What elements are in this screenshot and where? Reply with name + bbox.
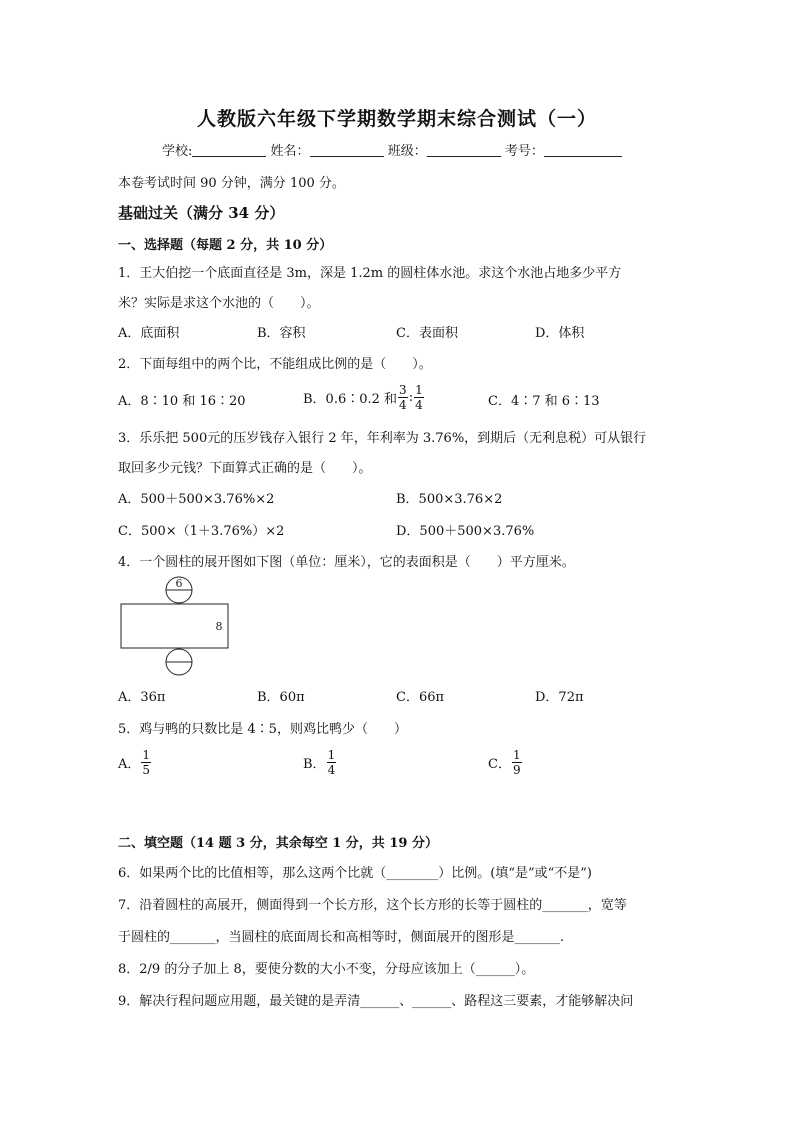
cylinder-net-diagram xyxy=(118,576,230,680)
diameter-label: 6 xyxy=(175,577,183,590)
q5-fraction-c xyxy=(512,749,522,776)
q2-option-b[interactable] xyxy=(303,380,425,414)
q4-option-b[interactable]: B．60π xyxy=(257,690,305,705)
exam-no-blank[interactable] xyxy=(544,144,622,157)
school-blank[interactable] xyxy=(192,144,266,157)
option-prefix: A． xyxy=(118,756,141,772)
q2-stem: 2．下面每组中的两个比，不能组成比例的是（ ）。 xyxy=(118,357,432,372)
q4-option-c[interactable]: C．66π xyxy=(396,690,445,705)
q7-line2: 于圆柱的_______，当圆柱的底面周长和高相等时，侧面展开的图形是_______. xyxy=(118,930,565,945)
fraction-numerator: 1 xyxy=(512,747,521,762)
q2-fraction-1 xyxy=(398,384,408,411)
q9-text: 9．解决行程问题应用题，最关键的是弄清______、______、路程这三要素，才能够解决问 xyxy=(118,994,634,1009)
q5-fraction-a xyxy=(141,749,151,776)
q4-option-a[interactable]: A．36π xyxy=(118,690,166,705)
q1-line2: 米？实际是求这个水池的（ ）。 xyxy=(118,296,320,311)
exam-intro: 本卷考试时间 90 分钟，满分 100 分。 xyxy=(118,176,345,191)
page-title: 人教版六年级下学期数学期末综合测试（一） xyxy=(196,108,597,130)
q5-stem: 5．鸡与鸭的只数比是 4∶5，则鸡比鸭少（ ） xyxy=(118,722,407,737)
name-label: 姓名： xyxy=(270,144,310,159)
section2-title: 二、填空题（14 题 3 分，其余每空 1 分，共 19 分） xyxy=(118,836,438,851)
side-rectangle xyxy=(121,604,228,648)
q4-option-d[interactable]: D．72π xyxy=(535,690,584,705)
q1-option-c[interactable]: C．表面积 xyxy=(396,326,458,341)
part1-title: 基础过关（满分 34 分） xyxy=(118,204,285,222)
q3-option-a[interactable]: A．500＋500×3.76%×2 xyxy=(118,492,275,507)
q2-option-c[interactable]: C．4∶7 和 6∶13 xyxy=(488,394,600,409)
section1-title: 一、选择题（每题 2 分，共 10 分） xyxy=(118,238,333,253)
q3-option-d[interactable]: D．500＋500×3.76% xyxy=(396,524,535,539)
q1-option-a[interactable]: A．底面积 xyxy=(118,326,180,341)
q2-fraction-2 xyxy=(414,384,424,411)
fraction-numerator: 1 xyxy=(142,747,151,762)
q6-text: 6．如果两个比的比值相等，那么这两个比就（________）比例。(填“是”或“不是”) xyxy=(118,866,592,881)
fraction-numerator: 1 xyxy=(415,382,423,397)
q1-option-b[interactable]: B．容积 xyxy=(257,326,306,341)
option-prefix: B． xyxy=(303,756,326,772)
class-label: 班级： xyxy=(387,144,427,159)
q8-text: 8．2/9 的分子加上 8，要使分数的大小不变，分母应该加上（______）。 xyxy=(118,962,535,977)
q4-stem: 4．一个圆柱的展开图如下图（单位：厘米），它的表面积是（ ）平方厘米。 xyxy=(118,555,575,570)
fraction-numerator: 1 xyxy=(327,747,336,762)
q3-option-c[interactable]: C．500×（1＋3.76%）×2 xyxy=(118,524,285,539)
fraction-denominator: 9 xyxy=(512,762,521,777)
fraction-denominator: 4 xyxy=(415,397,423,412)
q7-line1: 7．沿着圆柱的高展开，侧面得到一个长方形，这个长方形的长等于圆柱的_______，宽等 xyxy=(118,898,627,913)
name-blank[interactable] xyxy=(310,144,384,157)
q5-option-b[interactable] xyxy=(303,744,337,780)
q5-fraction-b xyxy=(327,749,337,776)
option-prefix: C． xyxy=(488,756,511,772)
school-label: 学校: xyxy=(162,144,193,159)
q2-ratio-separator: : xyxy=(408,389,414,405)
exam-no-label: 考号： xyxy=(504,144,544,159)
q3-line2: 取回多少元钱？下面算式正确的是（ ）。 xyxy=(118,461,372,476)
height-label: 8 xyxy=(215,620,223,633)
q5-option-a[interactable] xyxy=(118,744,152,780)
fraction-numerator: 3 xyxy=(399,382,407,397)
q1-option-d[interactable]: D．体积 xyxy=(535,326,585,341)
q3-option-b[interactable]: B．500×3.76×2 xyxy=(396,492,503,507)
class-blank[interactable] xyxy=(427,144,501,157)
fraction-denominator: 5 xyxy=(142,762,151,777)
fraction-denominator: 4 xyxy=(327,762,336,777)
fraction-denominator: 4 xyxy=(399,397,407,412)
q2-option-a[interactable]: A．8∶10 和 16∶20 xyxy=(118,394,246,409)
q2-option-b-prefix: B．0.6∶0.2 和 xyxy=(303,391,398,407)
q3-line1: 3．乐乐把 500元的压岁钱存入银行 2 年，年利率为 3.76%，到期后（无利息税）可从银行 xyxy=(118,431,647,446)
q5-option-c[interactable] xyxy=(488,744,523,780)
q1-line1: 1．王大伯挖一个底面直径是 3m，深是 1.2m 的圆柱体水池。求这个水池占地多少平方 xyxy=(118,266,622,281)
student-info-line xyxy=(162,140,622,159)
